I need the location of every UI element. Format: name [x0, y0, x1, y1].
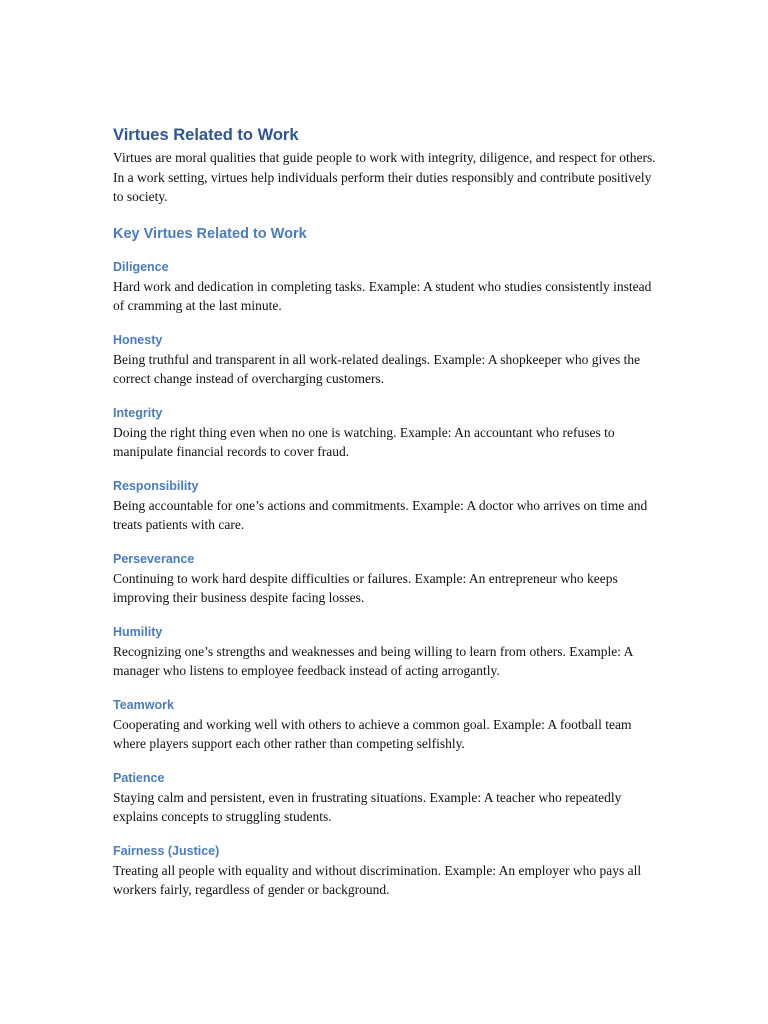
- intro-paragraph: Virtues are moral qualities that guide people to work with integrity, diligence, and respect for others. In a work setting, virtues help individuals perform their duties responsibly and contribute positively to society.: [113, 150, 656, 204]
- virtue-title: Humility: [113, 624, 163, 639]
- virtue-description: Staying calm and persistent, even in frustrating situations. Example: A teacher who repeatedly explains concepts to struggling students.: [113, 789, 622, 824]
- virtue-title: Teamwork: [113, 697, 174, 712]
- virtue-description: Hard work and dedication in completing tasks. Example: A student who studies consistently instead of cramming at the last minute.: [113, 278, 652, 313]
- virtue-description: Recognizing one’s strengths and weaknesses and being willing to learn from others. Example: A manager who listens to employee feedback instead of acting arrogantly.: [113, 643, 633, 678]
- virtue-description: Being accountable for one’s actions and commitments. Example: A doctor who arrives on time and treats patients with care.: [113, 497, 648, 532]
- virtue-title: Diligence: [113, 259, 169, 274]
- virtue-description: Being truthful and transparent in all work-related dealings. Example: A shopkeeper who gives the correct change instead of overcharging customers.: [113, 351, 641, 386]
- document-page: [113, 124, 663, 900]
- virtue-title: Perseverance: [113, 551, 195, 566]
- virtue-item-fairness: [113, 843, 663, 900]
- virtue-item-responsibility: [113, 478, 663, 535]
- virtue-title: Fairness (Justice): [113, 843, 220, 858]
- virtue-item-perseverance: [113, 551, 663, 608]
- virtue-title: Honesty: [113, 332, 163, 347]
- virtue-description: Treating all people with equality and without discrimination. Example: An employer who pays all workers fairly, regardless of gender or background.: [113, 862, 642, 897]
- virtue-description: Doing the right thing even when no one is watching. Example: An accountant who refuses to manipulate financial records to cover fraud.: [113, 424, 615, 459]
- virtue-item-humility: [113, 624, 663, 681]
- virtue-title: Integrity: [113, 405, 163, 420]
- section-heading: Key Virtues Related to Work: [113, 225, 307, 242]
- virtue-description: Continuing to work hard despite difficulties or failures. Example: An entrepreneur who keeps improving their business despite facing losses.: [113, 570, 618, 605]
- virtue-list: [113, 259, 663, 900]
- virtue-item-teamwork: [113, 697, 663, 754]
- virtue-item-honesty: [113, 332, 663, 389]
- virtue-title: Responsibility: [113, 478, 199, 493]
- document-title: Virtues Related to Work: [113, 126, 299, 144]
- virtue-item-diligence: [113, 259, 663, 316]
- virtue-description: Cooperating and working well with others to achieve a common goal. Example: A football team where players support each other rather than competing selfishly.: [113, 716, 632, 751]
- virtue-item-patience: [113, 770, 663, 827]
- virtue-title: Patience: [113, 770, 165, 785]
- virtue-item-integrity: [113, 405, 663, 462]
